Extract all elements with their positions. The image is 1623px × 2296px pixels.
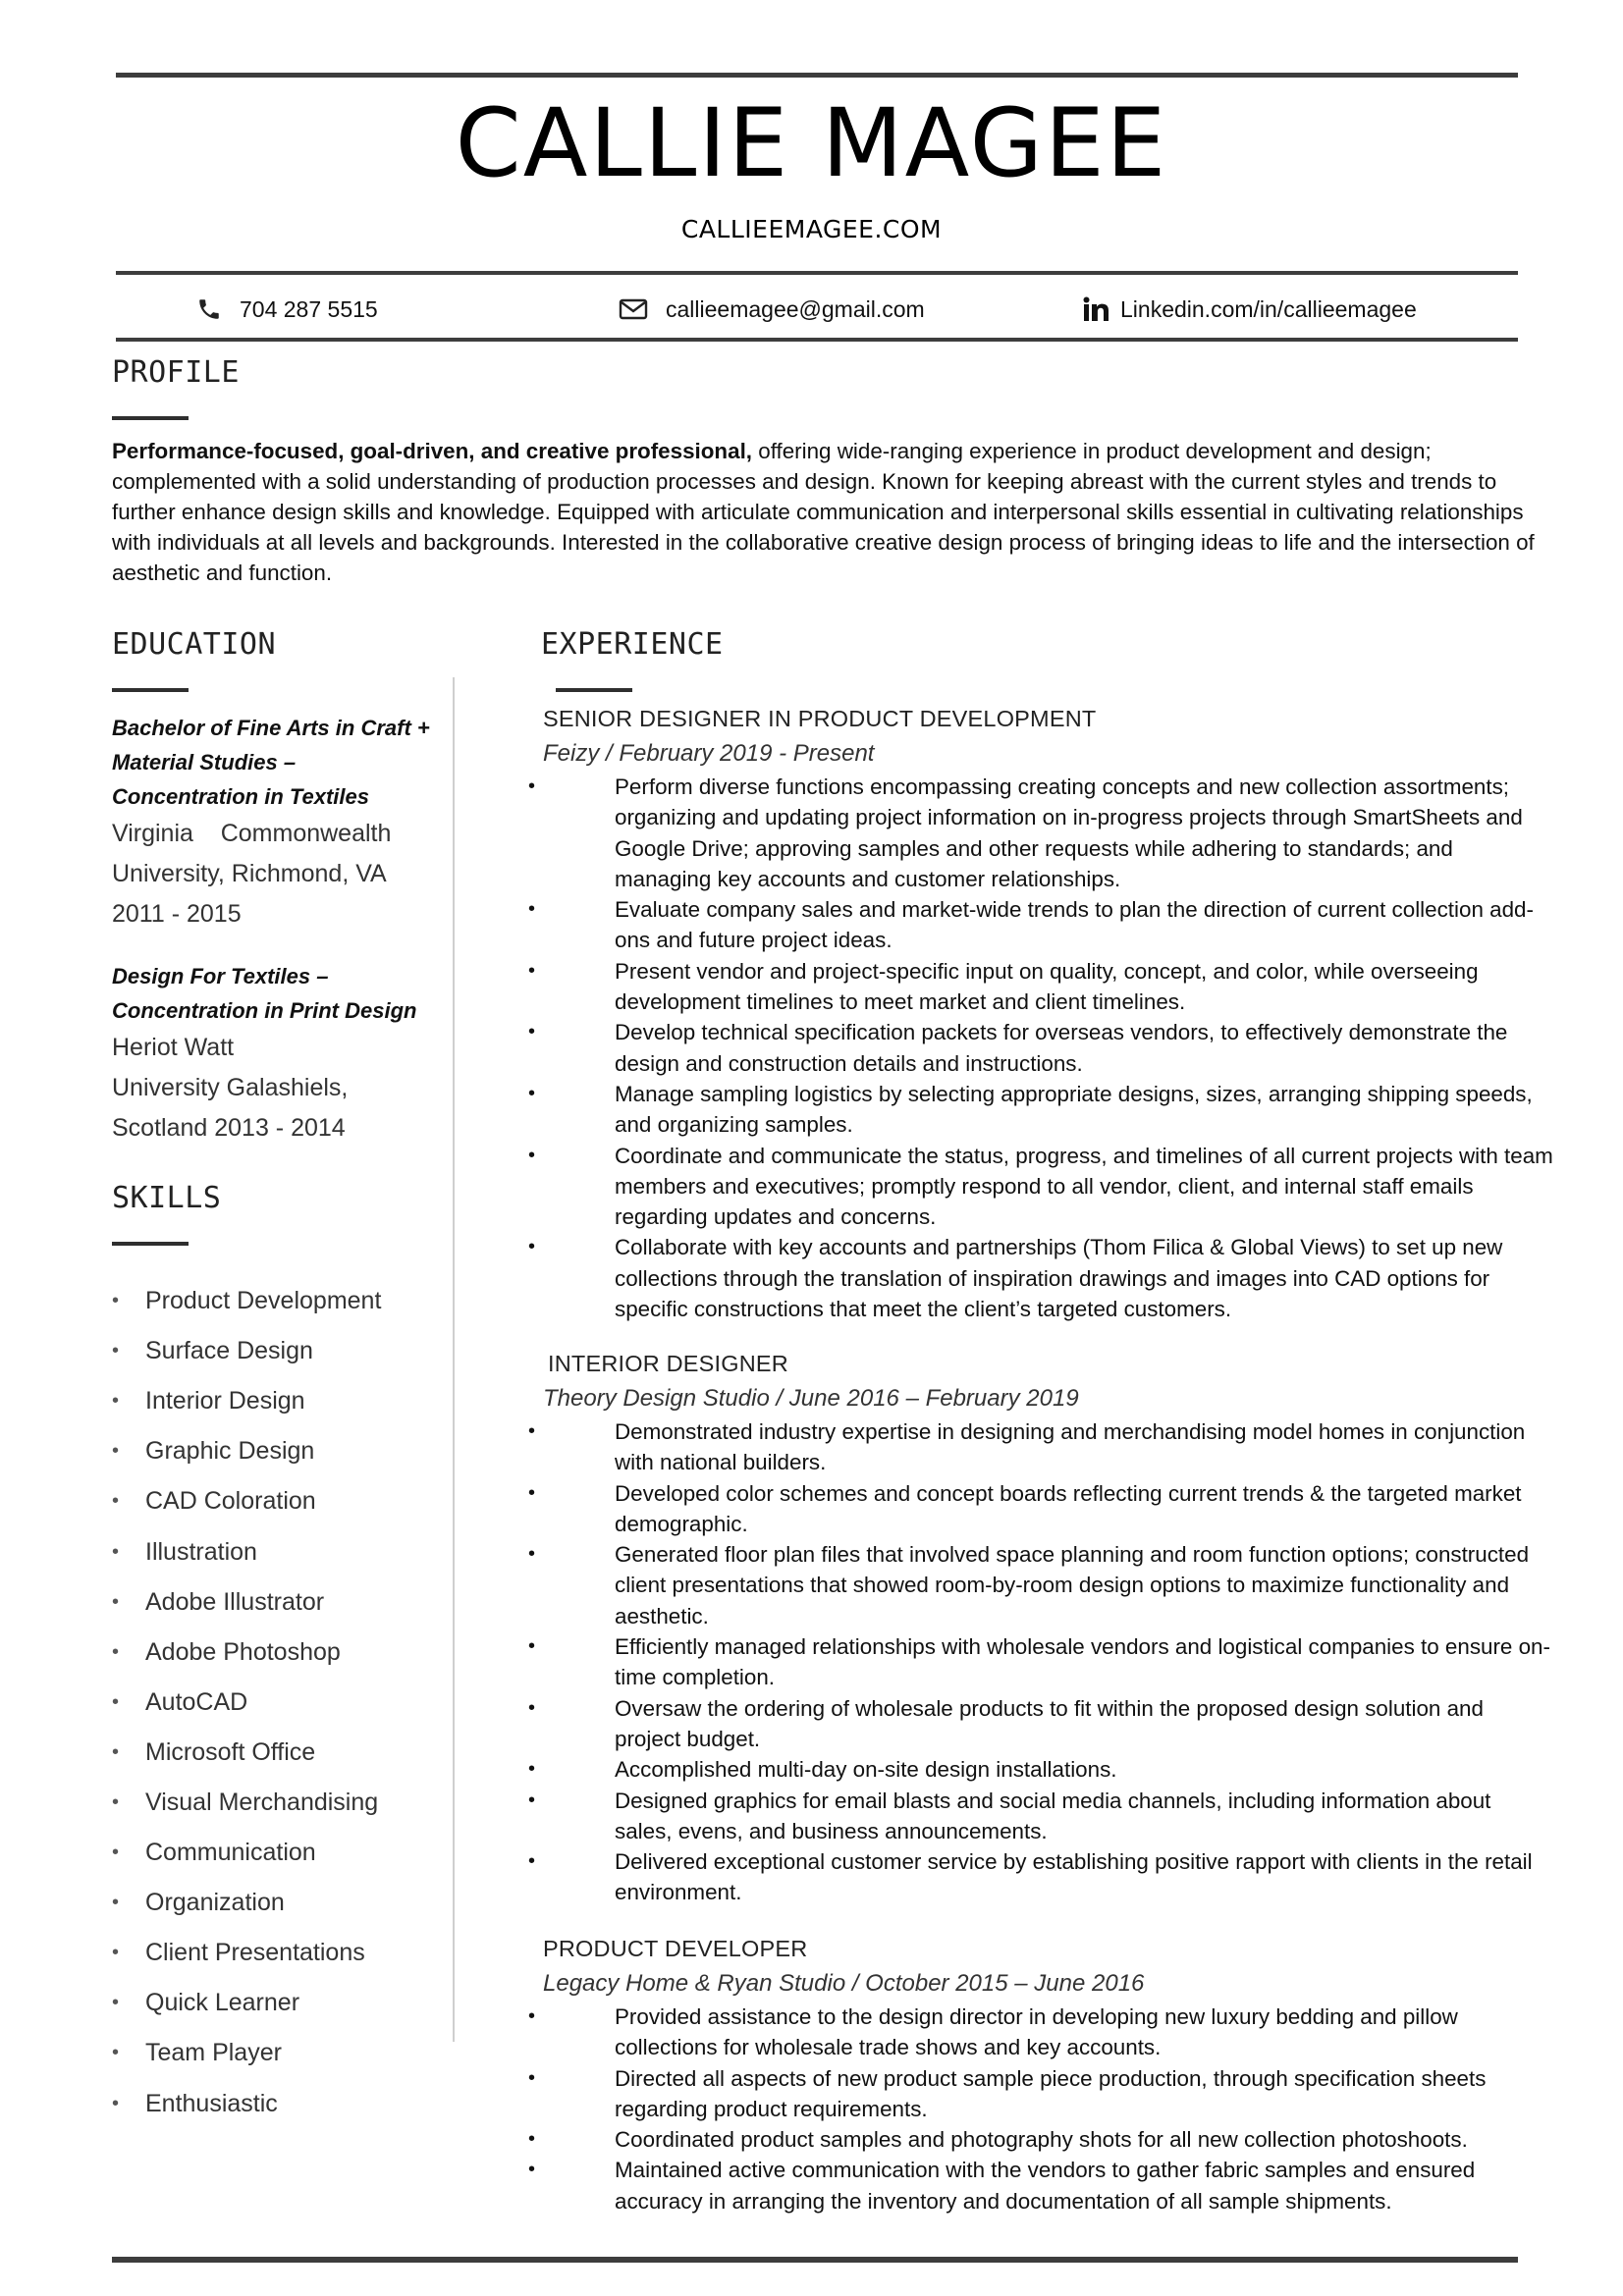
bullet-icon: • bbox=[112, 1892, 120, 1914]
website-url[interactable]: CALLIEEMAGEE.COM bbox=[680, 215, 943, 243]
profile-lead: Performance-focused, goal-driven, and creative professional, bbox=[112, 439, 753, 463]
school-line: University Galashiels, bbox=[112, 1074, 349, 1101]
job-bullets bbox=[577, 772, 1554, 1324]
job-bullet: • Collaborate with key accounts and partnerships (Thom Filica & Global Views) to set up new collections through the translation of inspiration drawings and images into CAD options for specific constructions that meet the client’s targeted customers. bbox=[577, 1232, 1554, 1324]
degree-line: Design For Textiles – bbox=[112, 964, 329, 988]
linkedin-icon bbox=[1083, 296, 1110, 322]
email-address: callieemagee@gmail.com bbox=[666, 295, 925, 322]
contact-top-rule bbox=[116, 271, 1518, 275]
bullet-icon: • bbox=[112, 1942, 120, 1964]
bottom-rule bbox=[112, 2257, 1518, 2263]
skill-item bbox=[112, 1928, 381, 1978]
job-title: PRODUCT DEVELOPER bbox=[543, 1936, 808, 1961]
bullet-icon: • bbox=[112, 2042, 120, 2064]
profile-text: offering wide-ranging experience in product development and design; complemented with a solid understanding of production processes and design. Known for keeping abreast with the current styles and trends to further enhance design skills and knowledge. Equipped with articulate communication and interpersonal skills essential in cultivating relationships with individuals at all levels and backgrounds. Interested in the collaborative creative design process of bringing ideas to life and the intersection of aesthetic and function. bbox=[112, 439, 1535, 585]
job-entry bbox=[543, 1347, 1554, 1908]
job-entry bbox=[543, 1932, 1554, 2216]
bullet-icon: • bbox=[112, 1340, 120, 1362]
skill-label: Quick Learner bbox=[145, 1989, 300, 2017]
job-employer-dates: Theory Design Studio / June 2016 – February 2019 bbox=[543, 1385, 1079, 1412]
job-bullet: • Provided assistance to the design director in developing new luxury bedding and pillow collections for wholesale trade shows and key accounts. bbox=[577, 2002, 1554, 2063]
job-bullet: • Directed all aspects of new product sample piece production, through specification sheets regarding product requirements. bbox=[577, 2063, 1554, 2125]
skill-item bbox=[112, 1628, 381, 1678]
skill-item bbox=[112, 1778, 381, 1828]
skill-label: Adobe Photoshop bbox=[145, 1637, 341, 1666]
candidate-name: CALLIE MAGEE bbox=[455, 88, 1168, 198]
job-title: SENIOR DESIGNER IN PRODUCT DEVELOPMENT bbox=[543, 706, 1097, 731]
skill-item bbox=[112, 1476, 381, 1526]
experience-heading-bar bbox=[556, 688, 632, 692]
skill-label: Interior Design bbox=[145, 1387, 305, 1415]
job-title: INTERIOR DESIGNER bbox=[548, 1351, 788, 1376]
contact-email[interactable] bbox=[619, 292, 925, 327]
skill-item bbox=[112, 1426, 381, 1476]
phone-icon bbox=[196, 296, 222, 322]
job-bullet: • Maintained active communication with the vendors to gather fabric samples and ensured accuracy in arranging the inventory and documentation of all sample shipments. bbox=[577, 2155, 1554, 2216]
job-bullet: • Evaluate company sales and market-wide trends to plan the direction of current collection add-ons and future project ideas. bbox=[577, 894, 1554, 956]
profile-heading-bar bbox=[112, 416, 189, 420]
skill-item bbox=[112, 1526, 381, 1576]
skill-label: AutoCAD bbox=[145, 1687, 248, 1716]
job-bullet: • Present vendor and project-specific input on quality, concept, and color, while overseeing development timelines to meet market and client timelines. bbox=[577, 956, 1554, 1018]
skill-label: Product Development bbox=[145, 1287, 382, 1315]
job-entry bbox=[543, 702, 1554, 1324]
skill-item bbox=[112, 1878, 381, 1928]
contact-phone[interactable] bbox=[196, 292, 378, 327]
job-bullet: • Accomplished multi-day on-site design installations. bbox=[577, 1754, 1554, 1785]
school-line: University, Richmond, VA bbox=[112, 860, 387, 887]
job-bullet: • Oversaw the ordering of wholesale products to fit within the proposed design solution and project budget. bbox=[577, 1693, 1554, 1755]
skill-item bbox=[112, 2079, 381, 2129]
job-bullet: • Delivered exceptional customer service by establishing positive rapport with clients in the retail environment. bbox=[577, 1846, 1554, 1908]
skill-label: Adobe Illustrator bbox=[145, 1587, 325, 1616]
job-bullet: • Generated floor plan files that involved space planning and room function options; constructed client presentations that showed room-by-room design options to maximize functionality and aesthetic. bbox=[577, 1539, 1554, 1631]
skill-item bbox=[112, 1728, 381, 1778]
top-rule bbox=[116, 73, 1518, 78]
skill-label: Visual Merchandising bbox=[145, 1788, 379, 1816]
job-bullets bbox=[577, 2002, 1554, 2216]
bullet-icon: • bbox=[112, 1640, 120, 1663]
skill-item bbox=[112, 1276, 381, 1326]
skills-heading: SKILLS bbox=[112, 1181, 222, 1215]
bullet-icon: • bbox=[112, 1490, 120, 1513]
skill-label: Illustration bbox=[145, 1537, 257, 1566]
job-bullet: • Coordinate and communicate the status, progress, and timelines of all current projects with team members and executives; promptly respond to all vendor, client, and internal staff emails regarding updates and concerns. bbox=[577, 1141, 1554, 1233]
degree-line: Concentration in Textiles bbox=[112, 784, 370, 809]
skill-item bbox=[112, 1376, 381, 1426]
job-bullet: • Developed color schemes and concept boards reflecting current trends & the targeted market demographic. bbox=[577, 1478, 1554, 1540]
school-line: Heriot Watt bbox=[112, 1034, 235, 1061]
job-employer-dates: Legacy Home & Ryan Studio / October 2015 – June 2016 bbox=[543, 1970, 1145, 1997]
job-bullet: • Designed graphics for email blasts and social media channels, including information about sales, evens, and business announcements. bbox=[577, 1786, 1554, 1847]
skill-label: Organization bbox=[145, 1889, 285, 1917]
skill-item bbox=[112, 2028, 381, 2078]
bullet-icon: • bbox=[112, 1992, 120, 2014]
skill-item bbox=[112, 1828, 381, 1878]
bullet-icon: • bbox=[112, 2092, 120, 2114]
column-divider bbox=[453, 677, 455, 2042]
school-line: Scotland 2013 - 2014 bbox=[112, 1114, 346, 1142]
education-entry bbox=[112, 711, 446, 934]
skill-item bbox=[112, 1326, 381, 1376]
job-bullet: • Manage sampling logistics by selecting appropriate designs, sizes, arranging shipping speeds, and organizing samples. bbox=[577, 1079, 1554, 1141]
skill-label: CAD Coloration bbox=[145, 1487, 316, 1516]
bullet-icon: • bbox=[112, 1842, 120, 1864]
bullet-icon: • bbox=[112, 1690, 120, 1713]
contact-linkedin[interactable] bbox=[1083, 292, 1417, 327]
job-bullet: • Coordinated product samples and photography shots for all new collection photoshoots. bbox=[577, 2124, 1554, 2155]
school-line: Virginia Commonwealth bbox=[112, 820, 392, 847]
bullet-icon: • bbox=[112, 1540, 120, 1563]
degree-line: Concentration in Print Design bbox=[112, 998, 417, 1023]
contact-bottom-rule bbox=[116, 338, 1518, 342]
skill-label: Client Presentations bbox=[145, 1939, 365, 1967]
skill-label: Team Player bbox=[145, 2039, 282, 2067]
skill-item bbox=[112, 1577, 381, 1628]
degree-line: Bachelor of Fine Arts in Craft + bbox=[112, 716, 430, 740]
profile-heading: PROFILE bbox=[112, 355, 240, 390]
school-line: 2011 - 2015 bbox=[112, 900, 242, 928]
skill-item bbox=[112, 1678, 381, 1728]
bullet-icon: • bbox=[112, 1790, 120, 1813]
job-bullet: • Develop technical specification packets for overseas vendors, to effectively demonstrate the design and construction details and instructions. bbox=[577, 1017, 1554, 1079]
skill-item bbox=[112, 1978, 381, 2028]
profile-summary bbox=[112, 436, 1565, 588]
job-bullets bbox=[577, 1416, 1554, 1908]
bullet-icon: • bbox=[112, 1590, 120, 1613]
linkedin-url: Linkedin.com/in/callieemagee bbox=[1120, 295, 1417, 322]
phone-number: 704 287 5515 bbox=[240, 295, 378, 322]
experience-heading: EXPERIENCE bbox=[541, 627, 724, 662]
skill-label: Microsoft Office bbox=[145, 1737, 316, 1766]
mail-icon bbox=[619, 297, 648, 321]
job-employer-dates: Feizy / February 2019 - Present bbox=[543, 740, 875, 767]
degree-line: Material Studies – bbox=[112, 750, 297, 774]
skills-list bbox=[112, 1276, 381, 2129]
skill-label: Graphic Design bbox=[145, 1437, 315, 1466]
job-bullet: • Perform diverse functions encompassing creating concepts and new collection assortments; organizing and updating project information on in-progress projects through SmartSheets and Google Drive; approving samples and other requests while adhering to standards; and managing key accounts and customer relationships. bbox=[577, 772, 1554, 894]
bullet-icon: • bbox=[112, 1740, 120, 1763]
skills-heading-bar bbox=[112, 1242, 189, 1246]
job-bullet: • Demonstrated industry expertise in designing and merchandising model homes in conjunction with national builders. bbox=[577, 1416, 1554, 1478]
bullet-icon: • bbox=[112, 1440, 120, 1463]
skill-label: Communication bbox=[145, 1839, 316, 1867]
education-entry bbox=[112, 959, 446, 1148]
skill-label: Enthusiastic bbox=[145, 2089, 278, 2117]
education-heading: EDUCATION bbox=[112, 627, 277, 662]
job-bullet: • Efficiently managed relationships with wholesale vendors and logistical companies to ensure on-time completion. bbox=[577, 1631, 1554, 1693]
education-heading-bar bbox=[112, 688, 189, 692]
bullet-icon: • bbox=[112, 1290, 120, 1312]
skill-label: Surface Design bbox=[145, 1337, 313, 1365]
bullet-icon: • bbox=[112, 1390, 120, 1413]
